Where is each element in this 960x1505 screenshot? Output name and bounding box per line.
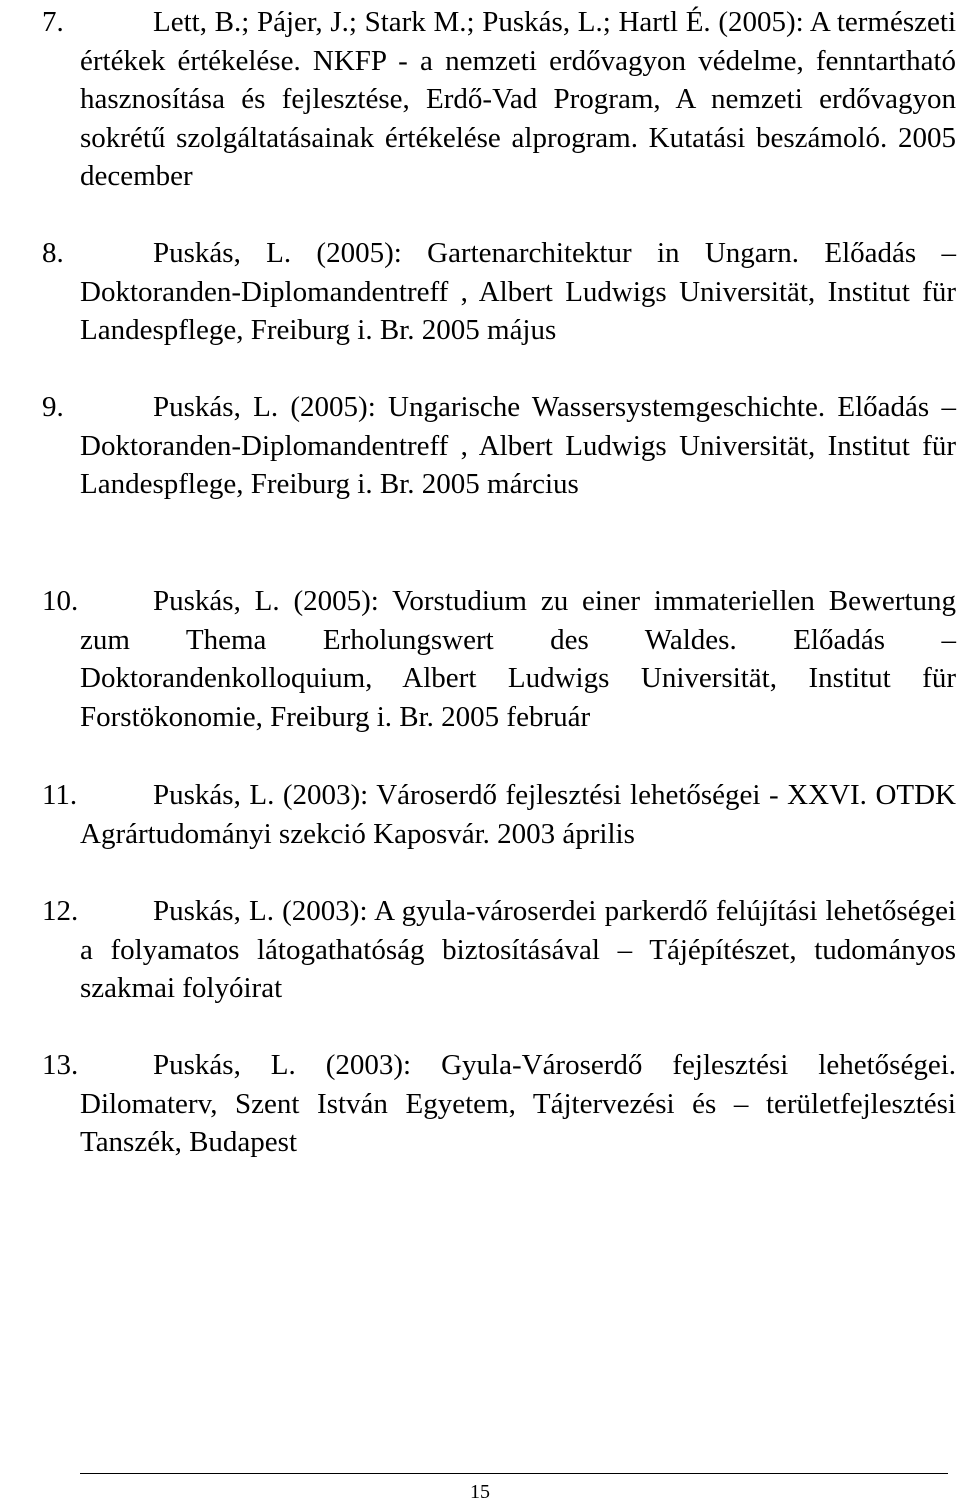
entry-number: 9.: [42, 391, 64, 423]
entry-text: Puskás, L. (2003): Városerdő fejlesztési lehetőségei - XXVI. OTDK Agrártudományi szekció Kaposvár. 2003 április: [80, 779, 956, 850]
entry-text: Puskás, L. (2003): A gyula-városerdei parkerdő felújítási lehetőségei a folyamatos látogathatóság biztosításával – Tájépítészet, tudományos szakmai folyóirat: [80, 895, 956, 1004]
footer-divider: [80, 1473, 948, 1474]
entry-text: Lett, B.; Pájer, J.; Stark M.; Puskás, L.; Hartl É. (2005): A természeti értékek értékelése. NKFP - a nemzeti erdővagyon védelme, fenntartható hasznosítása és fejlesztése, Erdő-Vad Program, A nemzeti erdővagyon sokrétű szolgáltatásainak értékelése alprogram. Kutatási beszámoló. 2005 december: [80, 6, 956, 192]
entry-number: 8.: [42, 237, 64, 269]
entry-number: 12.: [42, 895, 79, 927]
entry-text: Puskás, L. (2005): Vorstudium zu einer immateriellen Bewertung zum Thema Erholungswert des Waldes. Előadás – Doktorandenkolloquium, Albert Ludwigs Universität, Institut für Forstökonomie, Freiburg i. Br. 2005 február: [80, 585, 956, 733]
page-number: 15: [470, 1481, 490, 1503]
entry-number: 7.: [42, 6, 64, 38]
entry-text: Puskás, L. (2003): Gyula-Városerdő fejlesztési lehetőségei. Dilomaterv, Szent István Egyetem, Tájtervezési és – területfejlesztési Tanszék, Budapest: [80, 1049, 956, 1158]
entry-number: 11.: [42, 779, 78, 811]
entry-number: 10.: [42, 585, 79, 617]
entry-text: Puskás, L. (2005): Ungarische Wassersystemgeschichte. Előadás – Doktoranden-Diplomandentreff , Albert Ludwigs Universität, Institut für Landespflege, Freiburg i. Br. 2005 március: [80, 391, 956, 500]
entry-text: Puskás, L. (2005): Gartenarchitektur in Ungarn. Előadás – Doktoranden-Diplomandentreff , Albert Ludwigs Universität, Institut für Landespflege, Freiburg i. Br. 2005 május: [80, 237, 956, 346]
entry-number: 13.: [42, 1049, 79, 1081]
